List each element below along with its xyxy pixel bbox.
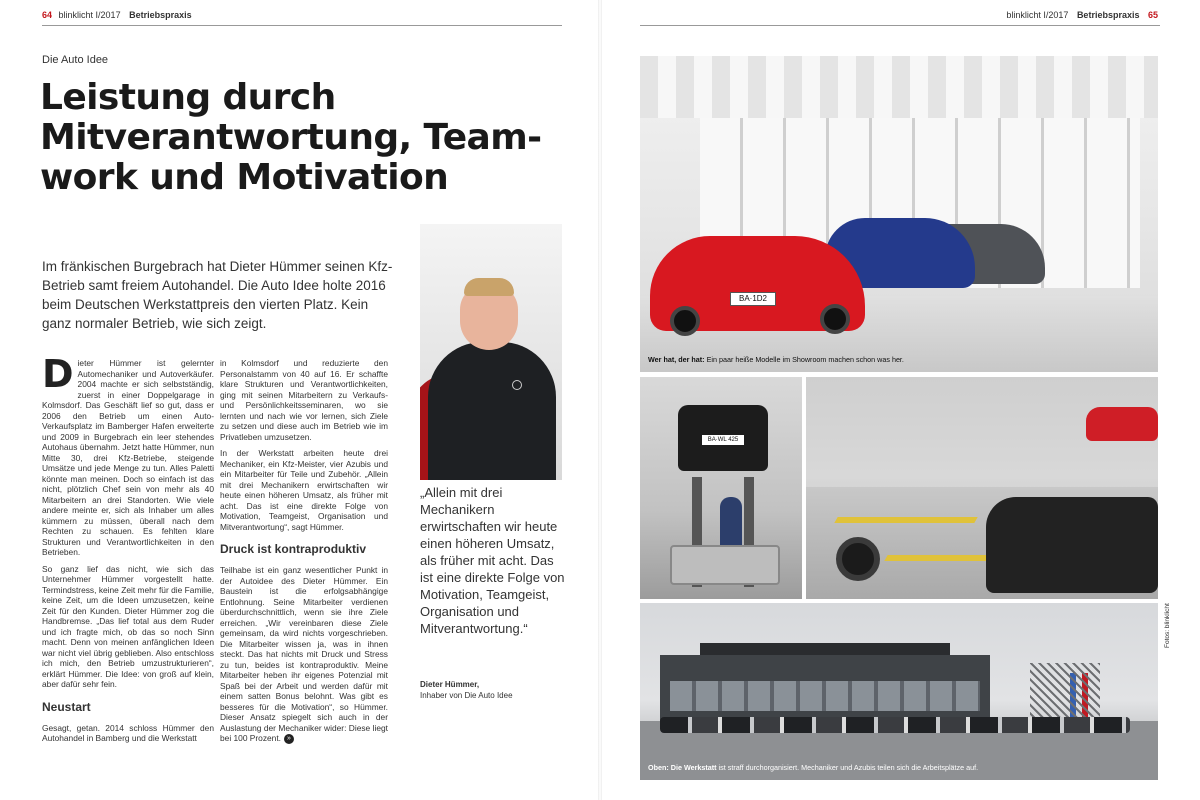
exterior-photo	[640, 603, 1158, 780]
body-paragraph	[220, 565, 388, 744]
showroom-windows	[670, 681, 980, 711]
page-gutter	[598, 0, 602, 800]
headline-line: work und Motivation	[40, 157, 449, 198]
header-rule-right	[640, 25, 1160, 26]
license-plate: BA·1D2	[730, 292, 776, 306]
body-paragraph	[42, 352, 214, 558]
lead-paragraph: Im fränkischen Burgebrach hat Dieter Hümmer seinen Kfz-Betrieb samt freiem Autohandel. Die Auto Idee holte 2016 beim Deutschen Werkstattpreis den vierten Platz. Kein ganz normaler Betrieb, wie sich zeigt.	[42, 259, 393, 331]
portrait-hair-shape	[464, 278, 514, 296]
showroom-photo	[640, 56, 1158, 372]
convertible-car	[986, 497, 1158, 593]
exterior-caption	[648, 763, 978, 772]
running-head-right	[1006, 10, 1158, 20]
lift-photo	[640, 377, 802, 599]
suv-on-lift	[678, 405, 768, 471]
pull-quote: „Allein mit drei Mechanikern erwirtschaften wir heute einen höheren Umsatz, als früher mit acht. Das ist eine direkte Folge von Motivation, Teamgeist, Organisation und Mitverantwortung.“	[420, 485, 565, 636]
wheel-icon	[670, 306, 700, 336]
quote-author-name: Dieter Hümmer,	[420, 680, 480, 689]
subheading-neustart: Neustart	[42, 699, 91, 714]
body-paragraph: In der Werkstatt arbeiten heute drei Mechaniker, ein Kfz-Meister, vier Azubis und ein Mitarbeiter für Teile und Zubehör. „Allein mit drei Mechanikern erwirtschaften wir heute einen höheren Umsatz, als früher mit acht. Das ist eine direkte Folge von Motivation, Teamgeist, Organisation und Mitverantwortung“, sagt Hümmer.	[220, 448, 388, 532]
quote-author-role: Inhaber von Die Auto Idee	[420, 691, 513, 700]
showroom-ceiling	[640, 56, 1158, 118]
body-paragraph: in Kolmsdorf und reduzierte den Personalstamm von 40 auf 16. Er schaffte klare Strukturen und Verantwortlichkeiten, ging mit seinen Mitarbeitern zu Verkaufs- und Persönlichkeitsseminaren, wo sie lernten und nach wie vor lernen, sich Ziele zu setzen und diese auch im Betrieb wie im Privatleben umzusetzen.	[220, 358, 388, 442]
subheading-druck: Druck ist kontraproduktiv	[220, 542, 367, 556]
portrait-body-shape	[428, 342, 556, 480]
parked-cars	[660, 717, 1130, 733]
paragraph-text: ieter Hümmer ist gelernter Automechaniker und Autoverkäufer. 2004 machte er sich selbstständig, zuerst in einer Doppelgarage in Kolmsdorf. Das Geschäft lief so gut, dass er 2006 den Betrieb um einen Auto-Verkaufsplatz im Bamberger Hafen erweiterte und 2009 in Burgebrach ein leer stehendes Autohaus übernahm. Jetzt hatte Hümmer, nun Mitte 30, drei Kfz-Betriebe, steigende Umsätze und jede Menge zu tun. Alles Paletti könnte man meinen. Doch so einfach ist das nicht, plötzlich Chef sein von mehr als 40 Mitarbeitern an drei Standorten. Wie viele andere meinte er, sich als Inhaber um alles kümmern zu müssen, überall nach dem Rechten zu schauen. Es fehlten klare Strukturen und Verantwortlichkeiten in den Betrieben.	[42, 358, 214, 557]
photo-credit: Fotos: blinklicht	[1164, 603, 1171, 648]
jacket-logo-icon	[512, 380, 522, 390]
tire-icon	[836, 537, 880, 581]
quote-attribution	[420, 679, 570, 701]
headline-line: Mitverantwortung, Team-	[40, 117, 542, 158]
caption-label: Oben: Die Werkstatt	[648, 763, 717, 772]
paragraph-text: Teilhabe ist ein ganz wesentlicher Punkt in der Autoidee des Dieter Hümmer. Ein Baustein ist die erfolgsabhängige Entlohnung. Seine Mitarbeiter verdienen überdurchschnittlich, wenn sie ihre Ziele erreichen. „Wir vereinbaren diese Ziele gemeinsam, da wird nichts vorgeschrieben. Die Mitarbeiter wissen ja, was in ihnen steckt. Das hat nichts mit Druck und Stress zu tun, beides ist kontraproduktiv. Meine Mitarbeiter heben ihr eigenes Potenzial mit Spaß bei der Arbeit und werden dafür mit einem satten Bonus belohnt. Was gibt es besseres für die Motivation“, so Hümmer. Dieser Ansatz spiegelt sich auch in der Auslastung der Mechaniker wider: Diese liegt bei 100 Prozent.	[220, 565, 388, 743]
continue-arrow-icon: »	[284, 734, 294, 744]
page-number-left: 64	[42, 10, 53, 20]
headline-line: Leistung durch	[40, 77, 336, 118]
section-name-left: Betriebspraxis	[129, 10, 192, 20]
bare-tree	[1030, 663, 1100, 723]
caption-text: Ein paar heiße Modelle im Showroom machen schon was her.	[704, 355, 904, 364]
body-column-1	[42, 352, 214, 750]
showroom-caption	[648, 355, 904, 364]
section-name-right: Betriebspraxis	[1076, 10, 1140, 20]
headline	[40, 78, 560, 198]
header-rule-left	[42, 25, 562, 26]
license-plate: BA·WL 425	[702, 435, 744, 445]
body-paragraph: Gesagt, getan. 2014 schloss Hümmer den Autohandel in Bamberg und die Werkstatt	[42, 722, 214, 743]
caption-label: Wer hat, der hat:	[648, 355, 705, 364]
page-number-right: 65	[1147, 10, 1158, 20]
workshop-photo	[806, 377, 1158, 599]
kicker: Die Auto Idee	[42, 54, 109, 66]
floor-marking	[834, 517, 977, 523]
caption-text: ist straff durchorganisiert. Mechaniker und Azubis teilen sich die Arbeitsplätze auf.	[716, 763, 979, 772]
portrait-photo	[420, 224, 562, 480]
body-paragraph: So ganz lief das nicht, wie sich das Unternehmer Hümmer vorgestellt hatte. Termindstress, keine Zeit mehr für die Familie, keine Zeit, um die Ideen umzusetzen, keine Zeit für den Kunden. Dieter Hümmer zog die Handbremse. „Das lief total aus dem Ruder und ich fragte mich, ob das so noch Sinn macht. Denn von meinen anfänglichen Ideen war nicht viel übrig geblieben. Also entschloss ich mich, den Betrieb umzustrukturieren“, erklärt Hümmer. Die Idee: von groß auf klein, aber dafür sehr fein.	[42, 563, 214, 689]
drop-cap: D	[42, 352, 74, 396]
magazine-name-left: blinklicht I/2017	[58, 10, 121, 20]
exhaust-parts	[670, 545, 780, 585]
red-car-on-lift	[1086, 407, 1158, 441]
body-column-2	[220, 358, 388, 750]
magazine-name-right: blinklicht I/2017	[1006, 10, 1069, 20]
wheel-icon	[820, 304, 850, 334]
running-head-left	[42, 10, 192, 20]
